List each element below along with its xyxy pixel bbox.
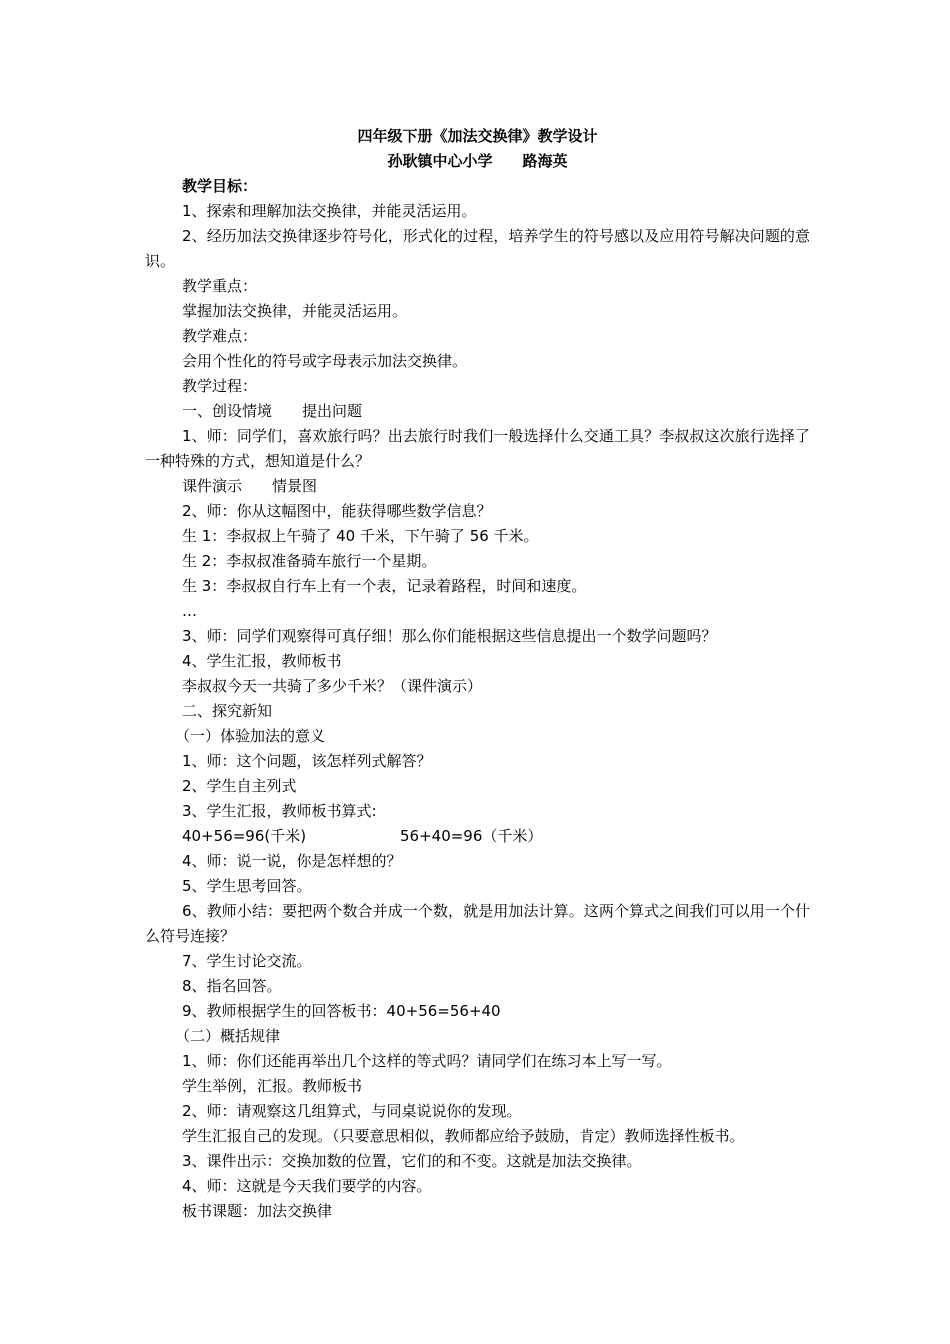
key-point-heading: 教学重点： [182, 277, 258, 295]
objective-1: 1、探索和理解加法交换律，并能灵活运用。 [182, 202, 477, 220]
subsection-1-step-5: 5、学生思考回答。 [182, 877, 312, 895]
subsection-2-note-2: 学生汇报自己的发现。（只要意思相似，教师都应给予鼓励，肯定）教师选择性板书。 [182, 1127, 745, 1145]
courseware-note: 课件演示 情景图 [182, 477, 318, 495]
board-topic: 板书课题：加法交换律 [182, 1202, 333, 1220]
student-answer-1: 生 1：李叔叔上午骑了 40 千米，下午骑了 56 千米。 [182, 527, 539, 545]
subsection-2-step-2: 2、师：请观察这几组算式，与同桌说说你的发现。 [182, 1102, 522, 1120]
subsection-1-heading: （一）体验加法的意义 [175, 727, 326, 745]
document-page [145, 124, 810, 1224]
key-point-text: 掌握加法交换律，并能灵活运用。 [182, 302, 408, 320]
part-1-step-2: 2、师：你从这幅图中，能获得哪些数学信息？ [182, 502, 492, 520]
document-title: 四年级下册《加法交换律》教学设计 [357, 127, 598, 145]
subsection-1-step-3: 3、学生汇报，教师板书算式: [182, 802, 377, 820]
subsection-2-step-3: 3、课件出示：交换加数的位置，它们的和不变。这就是加法交换律。 [182, 1152, 642, 1170]
subsection-1-step-1: 1、师：这个问题，该怎样列式解答？ [182, 752, 432, 770]
part-1-step-4: 4、学生汇报，教师板书 [182, 652, 342, 670]
part-1-step-1: 1、师：同学们，喜欢旅行吗？出去旅行时我们一般选择什么交通工具？李叔叔这次旅行选择了一种特殊的方式，想知道是什么？ [145, 427, 810, 470]
subsection-2-heading: （二）概括规律 [175, 1027, 281, 1045]
process-heading: 教学过程： [182, 377, 258, 395]
part-2-heading: 二、探究新知 [182, 702, 273, 720]
subsection-2-step-4: 4、师：这就是今天我们要学的内容。 [182, 1177, 432, 1195]
subsection-2-step-1: 1、师：你们还能再举出几个这样的等式吗？请同学们在练习本上写一写。 [182, 1052, 672, 1070]
subsection-1-step-2: 2、学生自主列式 [182, 777, 297, 795]
subsection-1-step-8: 8、指名回答。 [182, 977, 282, 995]
part-1-heading: 一、创设情境 提出问题 [182, 402, 363, 420]
subsection-1-step-7: 7、学生讨论交流。 [182, 952, 312, 970]
document-author: 孙耿镇中心小学 路海英 [387, 152, 568, 170]
equation-b: 56+40=96（千米） [400, 827, 543, 845]
difficulty-heading: 教学难点： [182, 327, 258, 345]
subsection-1-step-6: 6、教师小结：要把两个数合并成一个数，就是用加法计算。这两个算式之间我们可以用一个什么符号连接？ [145, 902, 810, 945]
ellipsis: … [182, 602, 197, 620]
difficulty-text: 会用个性化的符号或字母表示加法交换律。 [182, 352, 468, 370]
part-1-step-3: 3、师：同学们观察得可真仔细！那么你们能根据这些信息提出一个数学问题吗？ [182, 627, 717, 645]
subsection-2-note-1: 学生举例，汇报。教师板书 [182, 1077, 363, 1095]
subsection-1-step-9: 9、教师根据学生的回答板书：40+56=56+40 [182, 1002, 501, 1020]
objective-2: 2、经历加法交换律逐步符号化，形式化的过程，培养学生的符号感以及应用符号解决问题的意识。 [145, 227, 810, 270]
student-answer-3: 生 3：李叔叔自行车上有一个表，记录着路程，时间和速度。 [182, 577, 587, 595]
equations-row [145, 824, 810, 849]
problem-question: 李叔叔今天一共骑了多少千米？（课件演示） [182, 677, 483, 695]
subsection-1-step-4: 4、师：说一说，你是怎样想的？ [182, 852, 402, 870]
objectives-heading: 教学目标： [182, 177, 258, 195]
student-answer-2: 生 2：李叔叔准备骑车旅行一个星期。 [182, 552, 437, 570]
equation-a: 40+56=96(千米) [182, 827, 307, 845]
